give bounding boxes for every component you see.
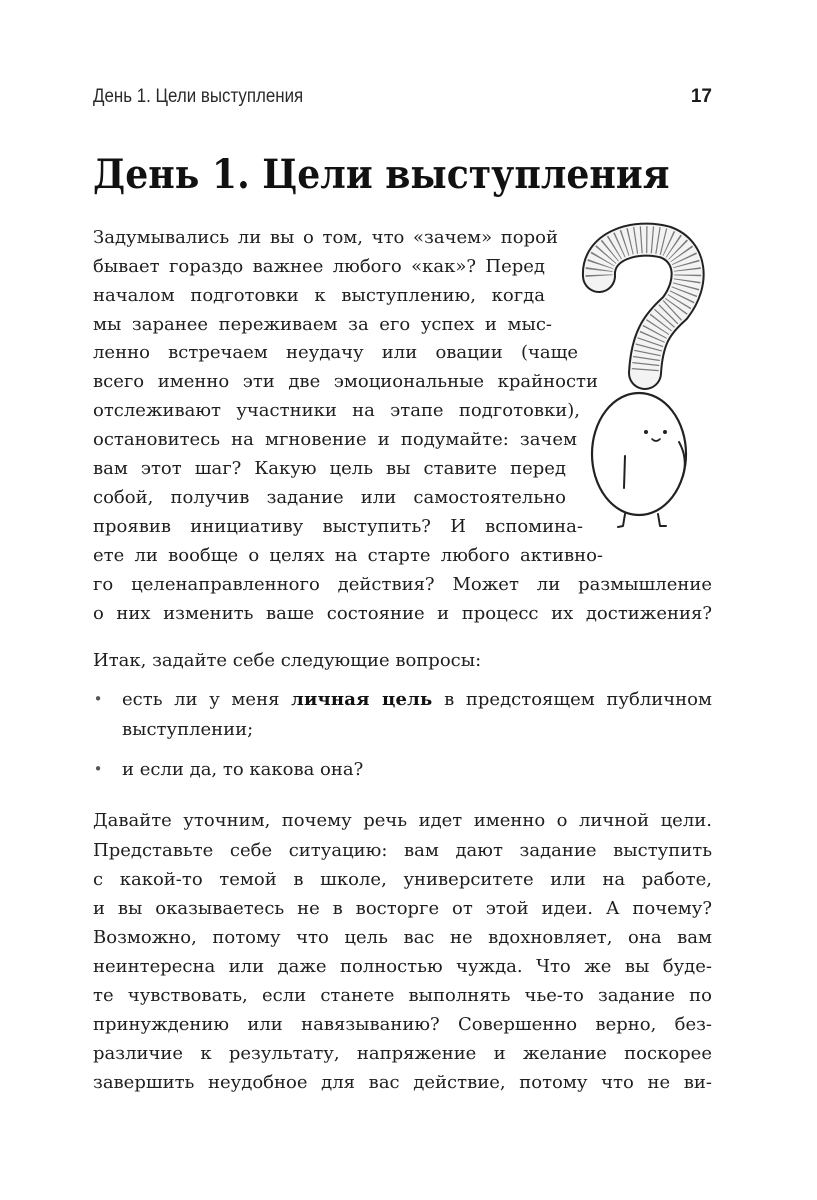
question-mark-icon — [599, 240, 688, 373]
paragraph-line: собой, получив задание или самостоятельно — [93, 487, 566, 508]
paragraph-line: с какой-то темой в школе, университете или на работе, — [93, 869, 712, 890]
bullet-emphasis: личная цель — [291, 689, 433, 710]
paragraph-line: ете ли вообще о целях на старте любого активно- — [93, 545, 603, 566]
bullet-item-1-line-1 — [122, 685, 712, 714]
chapter-title: День 1. Цели выступления — [93, 151, 670, 198]
paragraph-line: различие к результату, напряжение и желание поскорее — [93, 1043, 712, 1064]
running-header-title: День 1. Цели выступления — [93, 86, 304, 107]
page-number: 17 — [690, 86, 712, 107]
bullet-text: есть ли у меня — [122, 689, 280, 710]
paragraph-line: вам этот шаг? Какую цель вы ставите перед — [93, 458, 566, 479]
paragraph-line: всего именно эти две эмоциональные крайности — [93, 371, 598, 392]
paragraph-line: отслеживают участники на этапе подготовки), — [93, 400, 580, 421]
bullet-item-2: и если да, то какова она? — [122, 759, 364, 780]
paragraph-line: проявив инициативу выступить? И вспомина- — [93, 516, 583, 537]
paragraph-line: те чувствовать, если станете выполнять чье-то задание по — [93, 985, 712, 1006]
paragraph-2: Итак, задайте себе следующие вопросы: — [93, 650, 482, 671]
paragraph-line: и вы оказываетесь не в восторге от этой идеи. А почему? — [93, 898, 712, 919]
paragraph-line: ленно встречаем неудачу или овации (чаще — [93, 342, 578, 363]
paragraph-line: остановитесь на мгновение и подумайте: зачем — [93, 429, 577, 450]
bullet-text: в предстоящем публичном — [444, 689, 712, 710]
paragraph-line: го целенаправленного действия? Может ли размышление — [93, 574, 712, 595]
paragraph-line: принуждению или навязыванию? Совершенно верно, без- — [93, 1014, 712, 1035]
egg-character-icon — [592, 393, 686, 527]
paragraph-line: мы заранее переживаем за его успех и мыс- — [93, 314, 552, 335]
bullet-item-1-line-2: выступлении; — [122, 719, 254, 740]
bullet-marker: • — [93, 760, 103, 778]
paragraph-line: Возможно, потому что цель вас не вдохновляет, она вам — [93, 927, 712, 948]
paragraph-line: началом подготовки к выступлению, когда — [93, 285, 545, 306]
paragraph-line: Задумывались ли вы о том, что «зачем» порой — [93, 227, 558, 248]
paragraph-line: неинтересна или даже полностью чужда. Что же вы буде- — [93, 956, 712, 977]
paragraph-line: завершить неудобное для вас действие, потому что не ви- — [93, 1072, 712, 1093]
paragraph-line: бывает гораздо важнее любого «как»? Перед — [93, 256, 545, 277]
paragraph-line: о них изменить ваше состояние и процесс их достижения? — [93, 603, 712, 624]
paragraph-line: Представьте себе ситуацию: вам дают задание выступить — [93, 840, 712, 861]
bullet-marker: • — [93, 690, 103, 708]
paragraph-line: Давайте уточним, почему речь идет именно о личной цели. — [93, 810, 712, 831]
